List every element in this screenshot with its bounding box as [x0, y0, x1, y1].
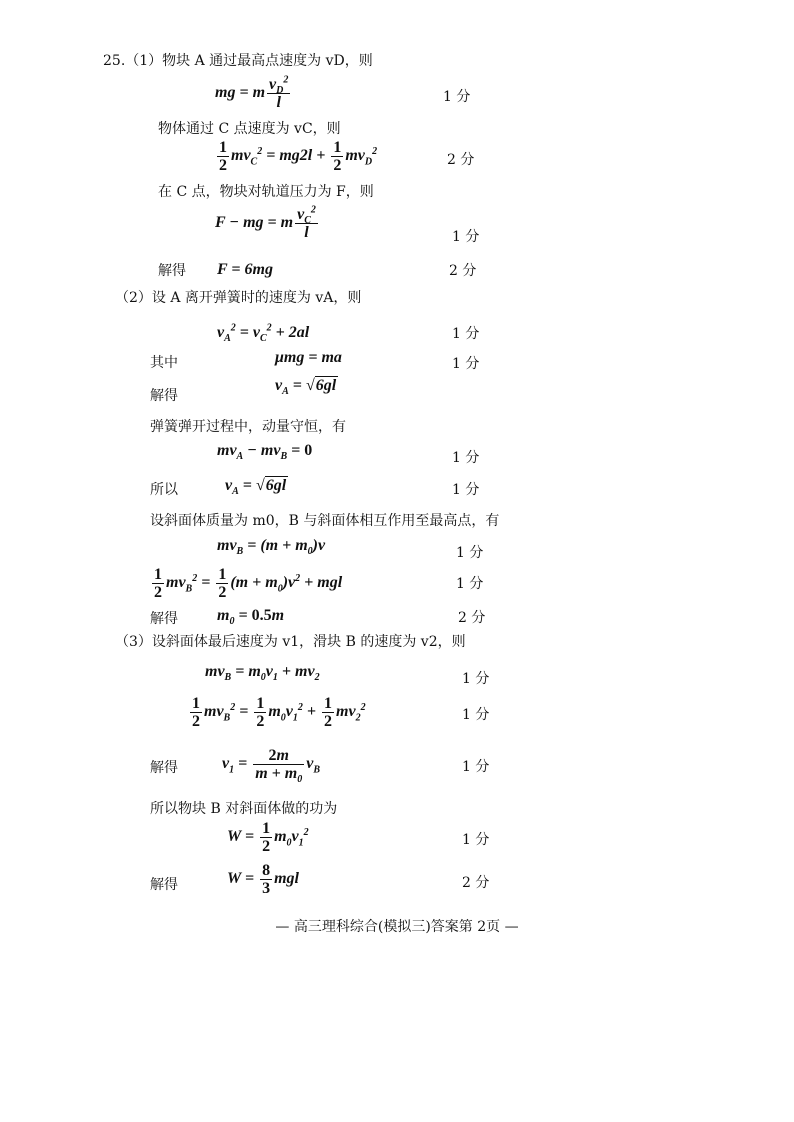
equation-friction: μmg = ma [275, 349, 342, 366]
equation-mg-centripetal: mg = m $\frac{v_D^2}{l}$ [215, 74, 289, 111]
page-footer: — 高三理科综合(模拟三)答案第 2页 — [275, 919, 519, 935]
part3-intro: （3）设斜面体最后速度为 v1，滑块 B 的速度为 v2，则 [115, 634, 466, 650]
equation-momentum-final: $mv_B = m_0v_1 + mv_2$ [205, 663, 320, 684]
equation-va-squared: $v_A^2 = v_C^2 + 2al$ [217, 322, 310, 345]
score-4: 2 分 [449, 263, 477, 279]
equation-f-result: F = 6mg [217, 261, 273, 278]
part2-solve-label-2: 解得 [150, 611, 178, 627]
equation-energy-c-d: $\frac{1}{2}$ $mv_C^2 = mg2l$ + $\frac{1}{2}$ $mv_D^2$ [219, 139, 378, 174]
score-7: 1 分 [452, 450, 480, 466]
part2-line-momentum: 弹簧弹开过程中，动量守恒，有 [150, 419, 346, 435]
score-2: 2 分 [447, 152, 475, 168]
part3-line-work: 所以物块 B 对斜面体做的功为 [150, 801, 338, 817]
part3-solve-label-2: 解得 [150, 877, 178, 893]
score-8: 1 分 [452, 482, 480, 498]
score-15: 1 分 [462, 832, 490, 848]
equation-v1-result: $v_1$ = $\frac{2m}{m + m_0}$ $v_B$ [222, 747, 321, 786]
part2-suoyi: 所以 [150, 482, 178, 498]
score-5: 1 分 [452, 326, 480, 342]
equation-m0-result: $m_0 = 0.5m$ [217, 607, 285, 628]
score-11: 2 分 [458, 610, 486, 626]
equation-momentum-system: $mv_B = (m + m_0)v$ [217, 537, 326, 558]
score-12: 1 分 [462, 671, 490, 687]
part1-line-pressure: 在 C 点，物块对轨道压力为 F，则 [158, 184, 374, 200]
part3-solve-label: 解得 [150, 760, 178, 776]
equation-va-result-2: $v_A = √6gl$ [225, 477, 287, 498]
part1-solve-label: 解得 [158, 263, 186, 279]
part2-line-mass: 设斜面体质量为 m0，B 与斜面体相互作用至最高点，有 [150, 513, 500, 529]
equation-work-result: W = $\frac{8}{3}$ mgl [227, 862, 299, 897]
score-1: 1 分 [443, 89, 471, 105]
score-14: 1 分 [462, 759, 490, 775]
score-16: 2 分 [462, 875, 490, 891]
part2-solve-label: 解得 [150, 388, 178, 404]
equation-work: W = $\frac{1}{2}$ $m_0v_1^2$ [227, 820, 309, 855]
part2-qizhong: 其中 [150, 355, 178, 371]
part1-line-c-speed: 物体通过 C 点速度为 vC，则 [158, 121, 341, 137]
equation-va-result: $v_A = √6gl$ [275, 377, 337, 398]
part2-intro: （2）设 A 离开弹簧时的速度为 vA，则 [115, 290, 362, 306]
equation-energy-system: $\frac{1}{2}$ $mv_B^2$ = $\frac{1}{2}$ $(m + m_0)v^2$ + mgl [154, 566, 343, 601]
score-6: 1 分 [452, 356, 480, 372]
score-10: 1 分 [456, 576, 484, 592]
equation-force-c: F − mg = m $\frac{v_C^2}{l}$ [215, 204, 316, 241]
score-13: 1 分 [462, 707, 490, 723]
equation-momentum: $mv_A - mv_B = 0$ [217, 442, 313, 463]
score-9: 1 分 [456, 545, 484, 561]
part1-intro: 25.（1）物块 A 通过最高点速度为 vD，则 [103, 53, 373, 69]
equation-energy-final: $\frac{1}{2}$ $mv_B^2$ = $\frac{1}{2}$ $m_0v_1^2$ + $\frac{1}{2}$ $mv_2^2$ [192, 695, 366, 730]
score-3: 1 分 [452, 229, 480, 245]
